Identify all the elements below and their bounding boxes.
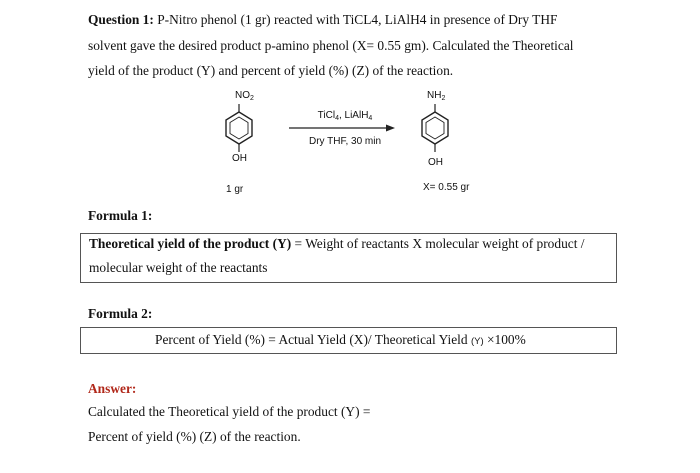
reactant-nitro-text: NO [235, 90, 250, 101]
product-hydroxyl: OH [428, 157, 443, 168]
question-line-2: solvent gave the desired product p-amino phenol (X= 0.55 gm). Calculated the Theoretical [88, 38, 574, 53]
formula-2-line [155, 332, 526, 348]
reaction-conditions: Dry THF, 30 min [308, 136, 382, 147]
reactant-amount: 1 gr [226, 184, 244, 195]
answer-line-1: Calculated the Theoretical yield of the product (Y) = [88, 404, 371, 419]
formula-1-term: Theoretical yield of the product (Y) [89, 236, 292, 251]
reagent-ticl-sub: 4 [335, 115, 339, 122]
formula-1-line-1 [89, 236, 585, 252]
reactant-nitro-sub: 2 [250, 95, 254, 102]
answer-line-2: Percent of yield (%) (Z) of the reaction. [88, 429, 301, 444]
product-amino-text: NH [427, 90, 442, 101]
product-amino-sub: 2 [441, 95, 446, 102]
reagent-ticl: TiCl [317, 110, 336, 121]
formula-2-expression: Percent of Yield (%) = Actual Yield (X)/ Theoretical Yield [155, 332, 471, 347]
reactant-benzene-ring [222, 104, 256, 152]
formula-2-y-symbol: (Y) [470, 336, 484, 347]
formula-1-expression: = Weight of reactants X molecular weight of product / [291, 236, 585, 251]
formula-1-label: Formula 1: [88, 208, 153, 223]
question-line-3: yield of the product (Y) and percent of yield (%) (Z) of the reaction. [88, 63, 454, 78]
question-text-1: P-Nitro phenol (1 gr) reacted with TiCL4, LiAlH4 in presence of Dry THF [153, 12, 558, 27]
reaction-reagents [290, 110, 400, 122]
reagent-lialh: , LiAlH [338, 110, 369, 121]
question-label: Question 1: [88, 12, 154, 27]
reactant-nitro-group [235, 90, 254, 102]
product-benzene-ring [418, 104, 452, 152]
formula-1-line-2: molecular weight of the reactants [89, 260, 268, 275]
reagent-lialh-sub: 4 [368, 115, 373, 122]
product-amino-group [427, 90, 445, 102]
question-line-1 [88, 12, 557, 28]
answer-label: Answer: [88, 381, 137, 396]
product-amount: X= 0.55 gr [423, 182, 470, 193]
formula-1-box [80, 233, 617, 283]
formula-2-label: Formula 2: [88, 306, 153, 321]
reactant-hydroxyl: OH [232, 153, 247, 164]
formula-2-multiplier: ×100% [483, 332, 526, 347]
reaction-arrow-icon [289, 123, 395, 133]
formula-2-box [80, 327, 617, 354]
